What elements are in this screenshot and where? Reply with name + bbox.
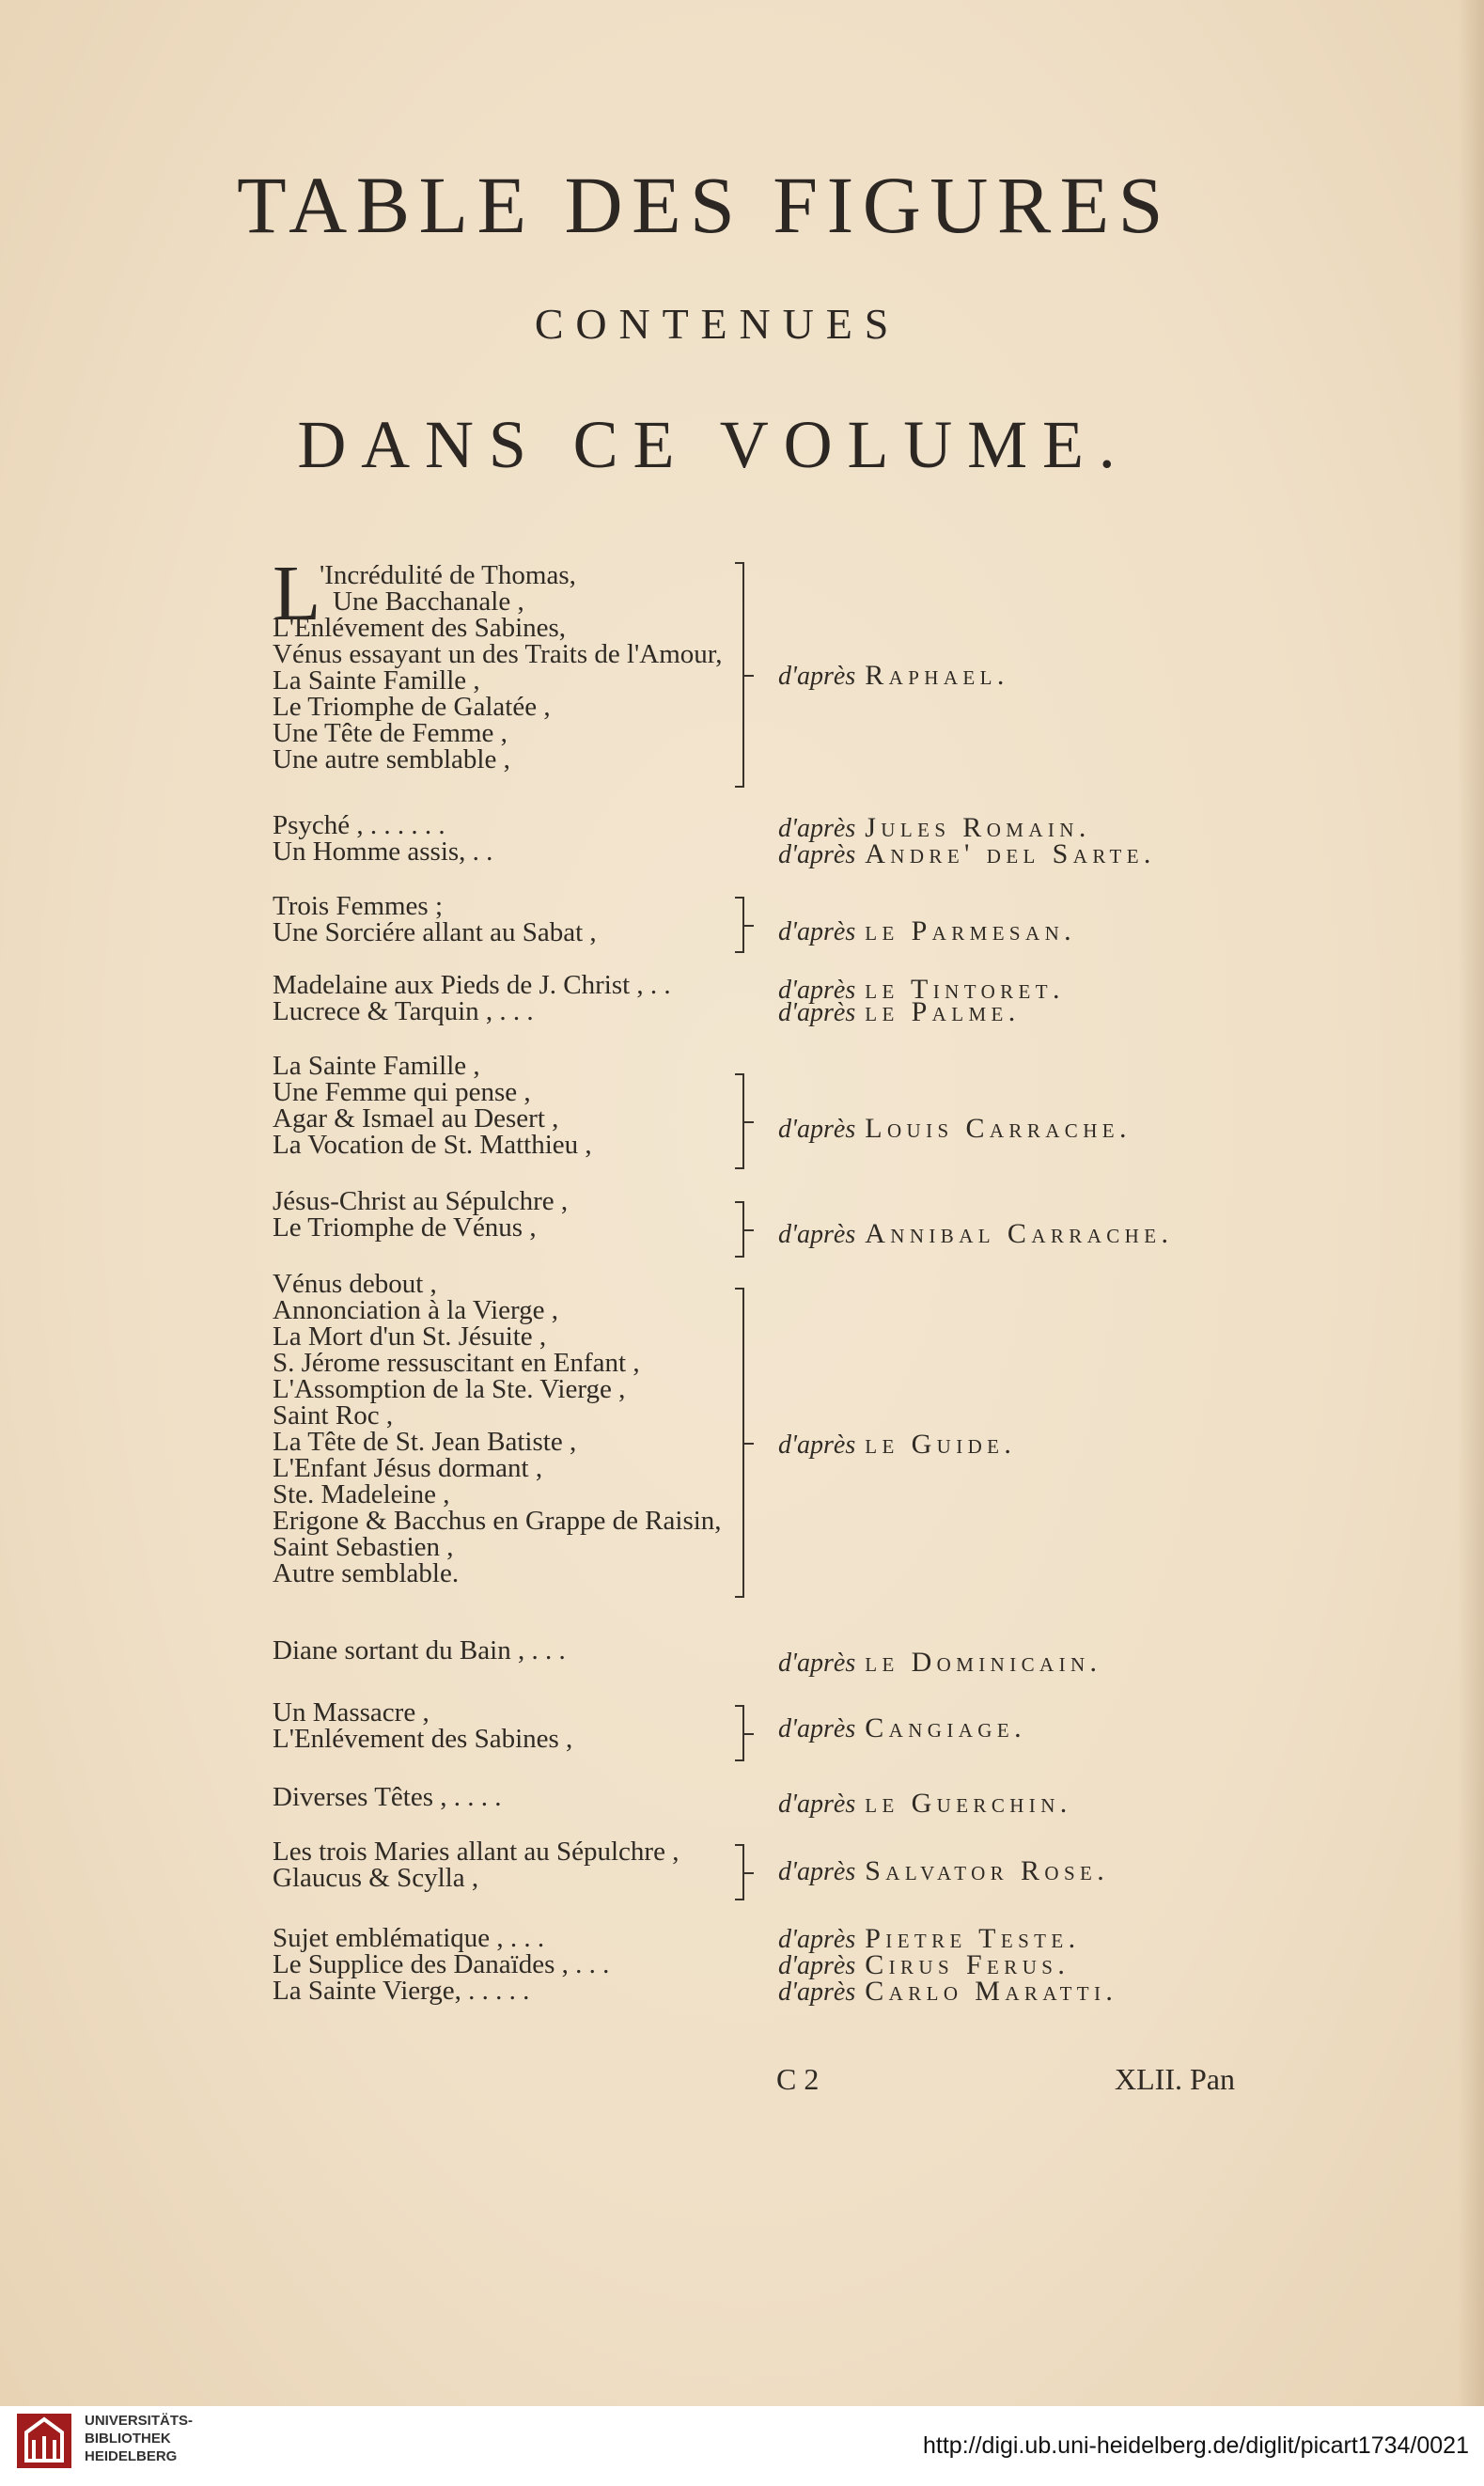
- attribution-prefix: d'après: [778, 1790, 856, 1819]
- painter-name: Carlo Maratti.: [865, 1976, 1118, 2007]
- painter-name: Pietre Teste.: [865, 1923, 1081, 1954]
- attribution-prefix: d'après: [778, 1714, 856, 1743]
- painter-name: Cangiage.: [865, 1712, 1026, 1743]
- painter-name: Louis Carrache.: [865, 1113, 1132, 1144]
- attribution-prefix: d'après: [778, 976, 856, 1005]
- figure-title: Trois Femmes ;: [273, 891, 444, 921]
- catchword: XLII. Pan: [1115, 2062, 1235, 2096]
- figure-title: Un Massacre ,: [273, 1697, 430, 1728]
- grouping-brace: [735, 1288, 744, 1598]
- figure-title: Glaucus & Scylla ,: [273, 1863, 479, 1893]
- painter-attribution: [778, 1429, 1016, 1461]
- figure-title: L'Assomption de la Ste. Vierge ,: [273, 1374, 626, 1404]
- figure-title: Diane sortant du Bain , . . .: [273, 1635, 566, 1665]
- figure-title: La Mort d'un St. Jésuite ,: [273, 1321, 547, 1352]
- attribution-prefix: d'après: [778, 1978, 856, 2007]
- signature-mark: C 2: [776, 2062, 820, 2096]
- page-subtitle: CONTENUES: [534, 300, 901, 348]
- painter-attribution: [778, 660, 1009, 692]
- grouping-brace: [735, 562, 744, 788]
- attribution-prefix: d'après: [778, 1857, 856, 1886]
- figure-title: La Sainte Famille ,: [273, 665, 480, 696]
- library-name: UNIVERSITÄTS- BIBLIOTHEK HEIDELBERG: [85, 2413, 194, 2464]
- figure-title: Vénus essayant un des Traits de l'Amour,: [273, 639, 723, 669]
- grouping-brace: [735, 897, 744, 953]
- painter-name: Salvator Rose.: [865, 1855, 1110, 1886]
- figure-title: Saint Sebastien ,: [273, 1532, 454, 1562]
- figure-title: Sujet emblématique , . . .: [273, 1923, 545, 1953]
- figure-title: Une Tête de Femme ,: [273, 718, 508, 748]
- figure-title: Une Bacchanale ,: [333, 586, 524, 617]
- figure-title: Les trois Maries allant au Sépulchre ,: [273, 1837, 680, 1867]
- painter-name: Annibal Carrache.: [865, 1218, 1174, 1249]
- figure-title: L'Enlévement des Sabines ,: [273, 1724, 573, 1754]
- painter-attribution: [778, 1218, 1173, 1250]
- painter-attribution: [778, 838, 1156, 870]
- painter-attribution: [778, 1712, 1026, 1744]
- figure-title: Diverses Têtes , . . . .: [273, 1782, 502, 1812]
- grouping-brace: [735, 1844, 744, 1900]
- grouping-brace: [735, 1705, 744, 1761]
- attribution-prefix: d'après: [778, 1431, 856, 1460]
- figure-title: Saint Roc ,: [273, 1400, 394, 1431]
- figure-title: Agar & Ismael au Desert ,: [273, 1103, 559, 1134]
- figure-title: Une Sorciére allant au Sabat ,: [273, 917, 597, 947]
- painter-attribution: [778, 1113, 1132, 1145]
- painter-name: le Palme.: [865, 996, 1021, 1027]
- library-seal-icon: [13, 2408, 79, 2474]
- figure-title: 'Incrédulité de Thomas,: [320, 560, 576, 590]
- attribution-prefix: d'après: [778, 662, 856, 691]
- attribution-prefix: d'après: [778, 1925, 856, 1954]
- grouping-brace: [735, 1073, 744, 1169]
- figure-title: Psyché , . . . . . .: [273, 810, 445, 840]
- figure-title: La Vocation de St. Matthieu ,: [273, 1130, 592, 1160]
- attribution-prefix: d'après: [778, 1115, 856, 1144]
- attribution-prefix: d'après: [778, 998, 856, 1027]
- attribution-prefix: d'après: [778, 1220, 856, 1249]
- painter-name: le Guide.: [865, 1429, 1017, 1460]
- painter-attribution: [778, 915, 1076, 947]
- painter-attribution: [778, 1855, 1109, 1887]
- painter-attribution: [778, 1976, 1117, 2008]
- attribution-prefix: d'après: [778, 917, 856, 946]
- painter-name: Andre' del Sarte.: [865, 838, 1156, 869]
- figure-title: Ste. Madeleine ,: [273, 1479, 450, 1509]
- figure-title: Erigone & Bacchus en Grappe de Raisin,: [273, 1506, 722, 1536]
- source-url-link[interactable]: http://digi.ub.uni-heidelberg.de/diglit/picart1734/0021: [923, 2432, 1469, 2459]
- attribution-prefix: d'après: [778, 840, 856, 869]
- painter-name: Cirus Ferus.: [865, 1949, 1070, 1980]
- figure-title: Un Homme assis, . .: [273, 836, 493, 867]
- painter-name: le Tintoret.: [865, 974, 1065, 1005]
- figure-title: Le Triomphe de Galatée ,: [273, 692, 551, 722]
- figure-title: L'Enlévement des Sabines,: [273, 613, 567, 643]
- attribution-prefix: d'après: [778, 1951, 856, 1980]
- figure-title: La Sainte Vierge, . . . . .: [273, 1976, 530, 2006]
- figure-title: Autre semblable.: [273, 1558, 460, 1588]
- painter-name: le Guerchin.: [865, 1788, 1072, 1819]
- figure-title: Lucrece & Tarquin , . . .: [273, 996, 534, 1026]
- painter-name: Raphael.: [865, 660, 1009, 691]
- figure-title: Madelaine aux Pieds de J. Christ , . .: [273, 970, 671, 1000]
- figure-title: L'Enfant Jésus dormant ,: [273, 1453, 543, 1483]
- page-edge-shadow: [1458, 0, 1484, 2406]
- attribution-prefix: d'après: [778, 1649, 856, 1678]
- painter-attribution: [778, 996, 1021, 1028]
- painter-name: le Parmesan.: [865, 915, 1077, 946]
- attribution-prefix: d'après: [778, 814, 856, 843]
- painter-attribution: [778, 1788, 1072, 1820]
- page-subtitle-volume: DANS CE VOLUME.: [297, 407, 1131, 482]
- page-title: TABLE DES FIGURES: [237, 160, 1172, 250]
- figure-title: Le Triomphe de Vénus ,: [273, 1212, 537, 1243]
- figure-title: Annonciation à la Vierge ,: [273, 1295, 559, 1325]
- figure-title: Une Femme qui pense ,: [273, 1077, 531, 1107]
- painter-attribution: [778, 1647, 1101, 1679]
- grouping-brace: [735, 1201, 744, 1258]
- painter-name: Jules Romain.: [865, 812, 1091, 843]
- figure-title: La Sainte Famille ,: [273, 1051, 480, 1081]
- figure-title: S. Jérome ressuscitant en Enfant ,: [273, 1348, 640, 1378]
- figure-title: Une autre semblable ,: [273, 744, 510, 774]
- figure-title: Jésus-Christ au Sépulchre ,: [273, 1186, 569, 1216]
- figure-title: La Tête de St. Jean Batiste ,: [273, 1427, 577, 1457]
- drop-cap: L: [273, 550, 321, 637]
- figure-title: Le Supplice des Danaïdes , . . .: [273, 1949, 610, 1979]
- painter-name: le Dominicain.: [865, 1647, 1102, 1678]
- figure-title: Vénus debout ,: [273, 1269, 437, 1299]
